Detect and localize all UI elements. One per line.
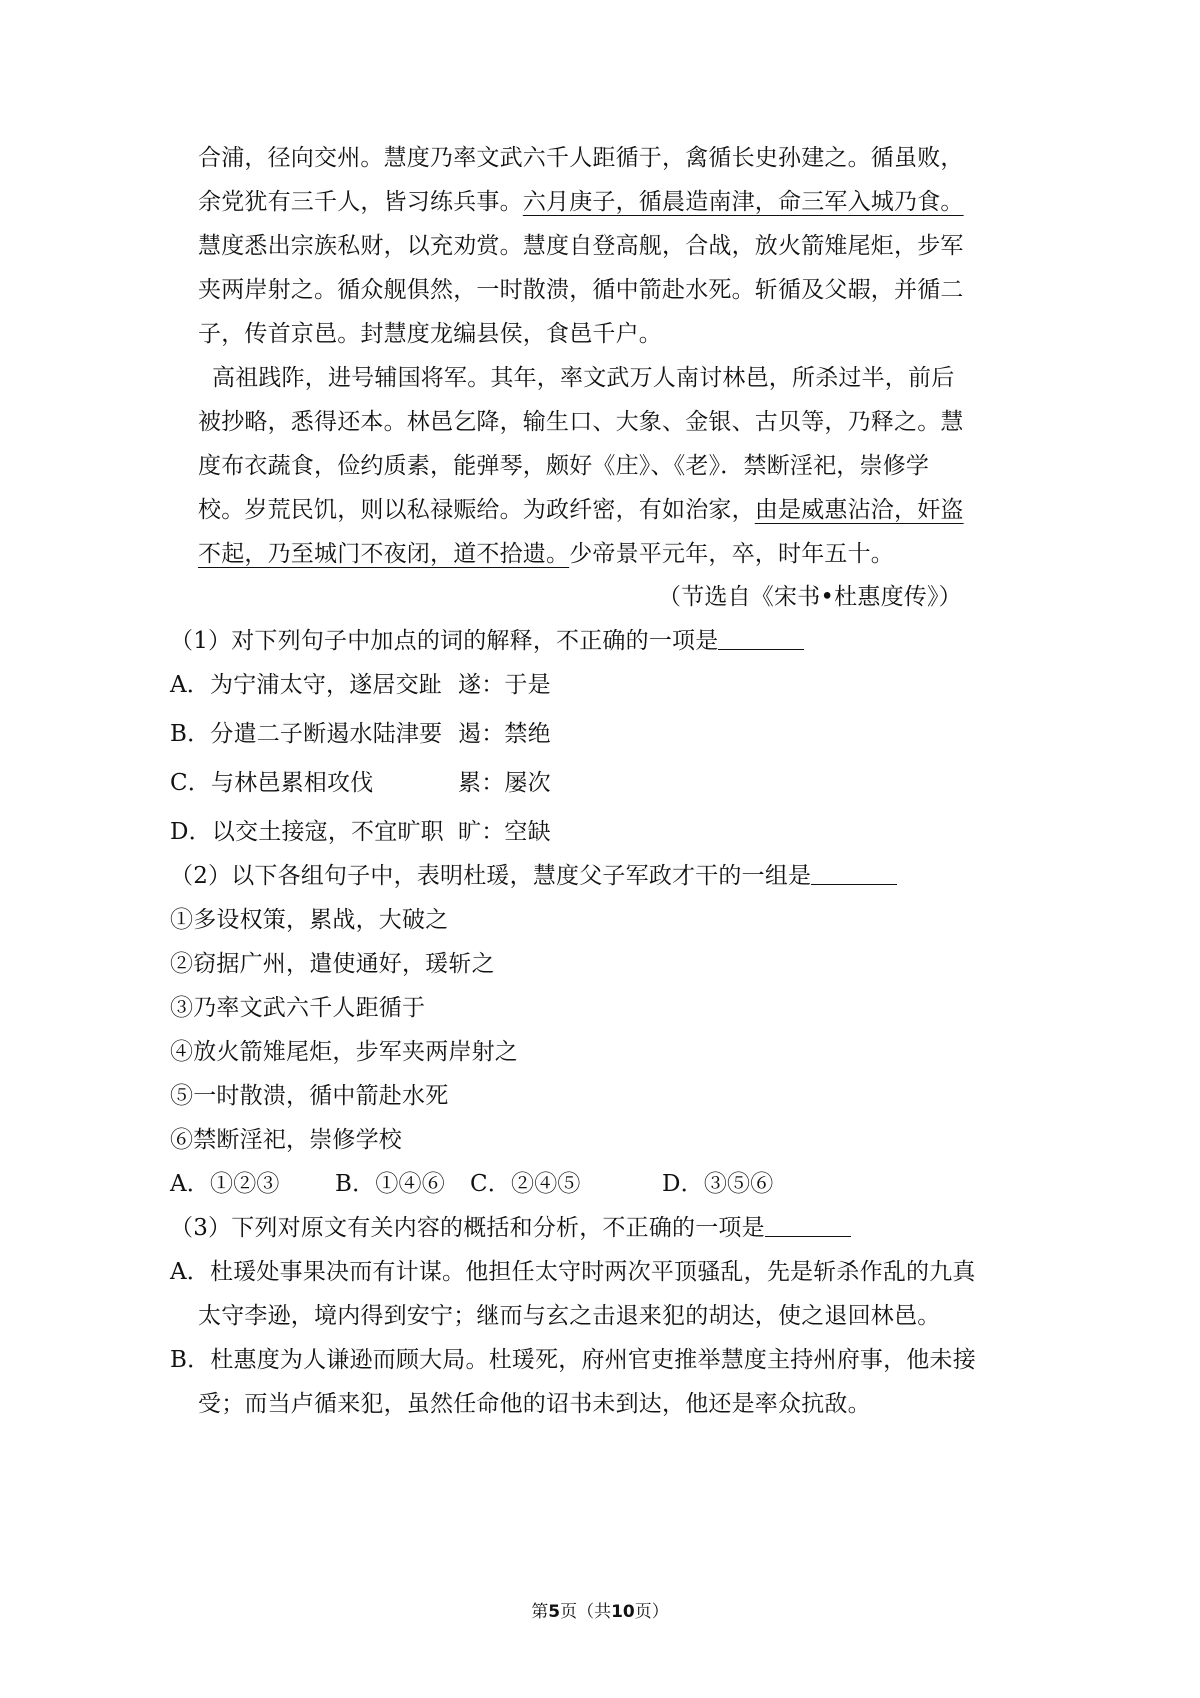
page-total: 10 [611, 1602, 635, 1622]
question-1-stem: （1）对下列句子中加点的词的解释，不正确的一项是 [170, 626, 804, 656]
q1-option-d-gloss: 旷：空缺 [458, 819, 551, 845]
q2-choice-d: D．③⑤⑥ [662, 1171, 774, 1197]
page-footer: 第5页（共10页） [531, 1602, 669, 1622]
q2-choice-a: A．①②③ [170, 1171, 280, 1197]
q1-option-b: B．分遣二子断遏水陆津要 [170, 721, 443, 747]
q3-option-a-cont: 太守李逊，境内得到安宁；继而与玄之击退来犯的胡达，使之退回林邑。 [198, 1303, 941, 1329]
q2-item: ③乃率文武六千人距循于 [170, 995, 426, 1021]
passage-line [198, 495, 964, 525]
passage-line [198, 539, 894, 569]
question-2-stem: （2）以下各组句子中，表明杜瑗，慧度父子军政才干的一组是 [170, 861, 897, 891]
page-number: 5 [548, 1602, 561, 1622]
underlined-sentence: 六月庚子，循晨造南津，命三军入城乃食。 [522, 189, 964, 215]
passage-line: 慧度悉出宗族私财，以充劝赏。慧度自登高舰，合战，放火箭雉尾炬，步军 [198, 233, 964, 259]
q1-option-c-gloss: 累：屡次 [458, 770, 551, 796]
passage-line: 高祖践阼，进号辅国将军。其年，率文武万人南讨林邑，所杀过半，前后 [212, 365, 955, 391]
q2-item: ②窃据广州，遣使通好，瑗斩之 [170, 951, 495, 977]
passage-line: 夹两岸射之。循众舰俱然，一时散溃，循中箭赴水死。斩循及父嘏，并循二 [198, 277, 964, 303]
passage-line: 子，传首京邑。封慧度龙编县侯，食邑千户。 [198, 321, 662, 347]
answer-blank [765, 1214, 851, 1237]
q1-option-a: A．为宁浦太守，遂居交趾 [170, 672, 443, 698]
passage-text: 少帝景平元年，卒，时年五十。 [569, 541, 895, 567]
answer-blank [811, 862, 897, 885]
question-3-stem: （3）下列对原文有关内容的概括和分析，不正确的一项是 [170, 1213, 851, 1243]
passage-line: 度布衣蔬食，俭约质素，能弹琴，颇好《庄》、《老》．禁断淫祀，崇修学 [198, 453, 930, 479]
q3-option-a: A．杜瑗处事果决而有计谋。他担任太守时两次平顶骚乱，先是斩杀作乱的九真 [170, 1259, 976, 1285]
q2-choice-b: B．①④⑥ [335, 1171, 445, 1197]
passage-line: 合浦，径向交州。慧度乃率文武六千人距循于，禽循长史孙建之。循虽败， [198, 145, 964, 171]
passage-line: 被抄略，悉得还本。林邑乞降，输生口、大象、金银、古贝等，乃释之。慧 [198, 409, 964, 435]
q2-item: ⑤一时散溃，循中箭赴水死 [170, 1083, 449, 1109]
q2-item: ①多设权策，累战，大破之 [170, 907, 449, 933]
passage-source: （节选自《宋书•杜惠度传》） [658, 584, 962, 610]
passage-line [198, 187, 964, 217]
q2-item: ④放火箭雉尾炬，步军夹两岸射之 [170, 1039, 518, 1065]
q3-option-b: B．杜惠度为人谦逊而顾大局。杜瑗死，府州官吏推举慧度主持州府事，他未接 [170, 1347, 976, 1373]
q1-option-d: D．以交土接寇，不宜旷职 [170, 819, 444, 845]
q2-choice-c: C．②④⑤ [470, 1171, 581, 1197]
q3-option-b-cont: 受；而当卢循来犯，虽然任命他的诏书未到达，他还是率众抗敌。 [198, 1391, 871, 1417]
q1-option-b-gloss: 遏：禁绝 [458, 721, 551, 747]
underlined-sentence: 不起，乃至城门不夜闭，道不拾遗。 [198, 541, 570, 567]
passage-text: 校。岁荒民饥，则以私禄赈给。为政纤密，有如治家， [198, 497, 755, 523]
passage-text: 余党犹有三千人，皆习练兵事。 [198, 189, 523, 215]
q1-option-a-gloss: 遂：于是 [458, 672, 551, 698]
underlined-sentence: 由是威惠沾洽，奸盗 [754, 497, 964, 523]
answer-blank [718, 627, 804, 650]
q2-item: ⑥禁断淫祀，崇修学校 [170, 1127, 402, 1153]
q1-option-c: C．与林邑累相攻伐 [170, 770, 374, 796]
